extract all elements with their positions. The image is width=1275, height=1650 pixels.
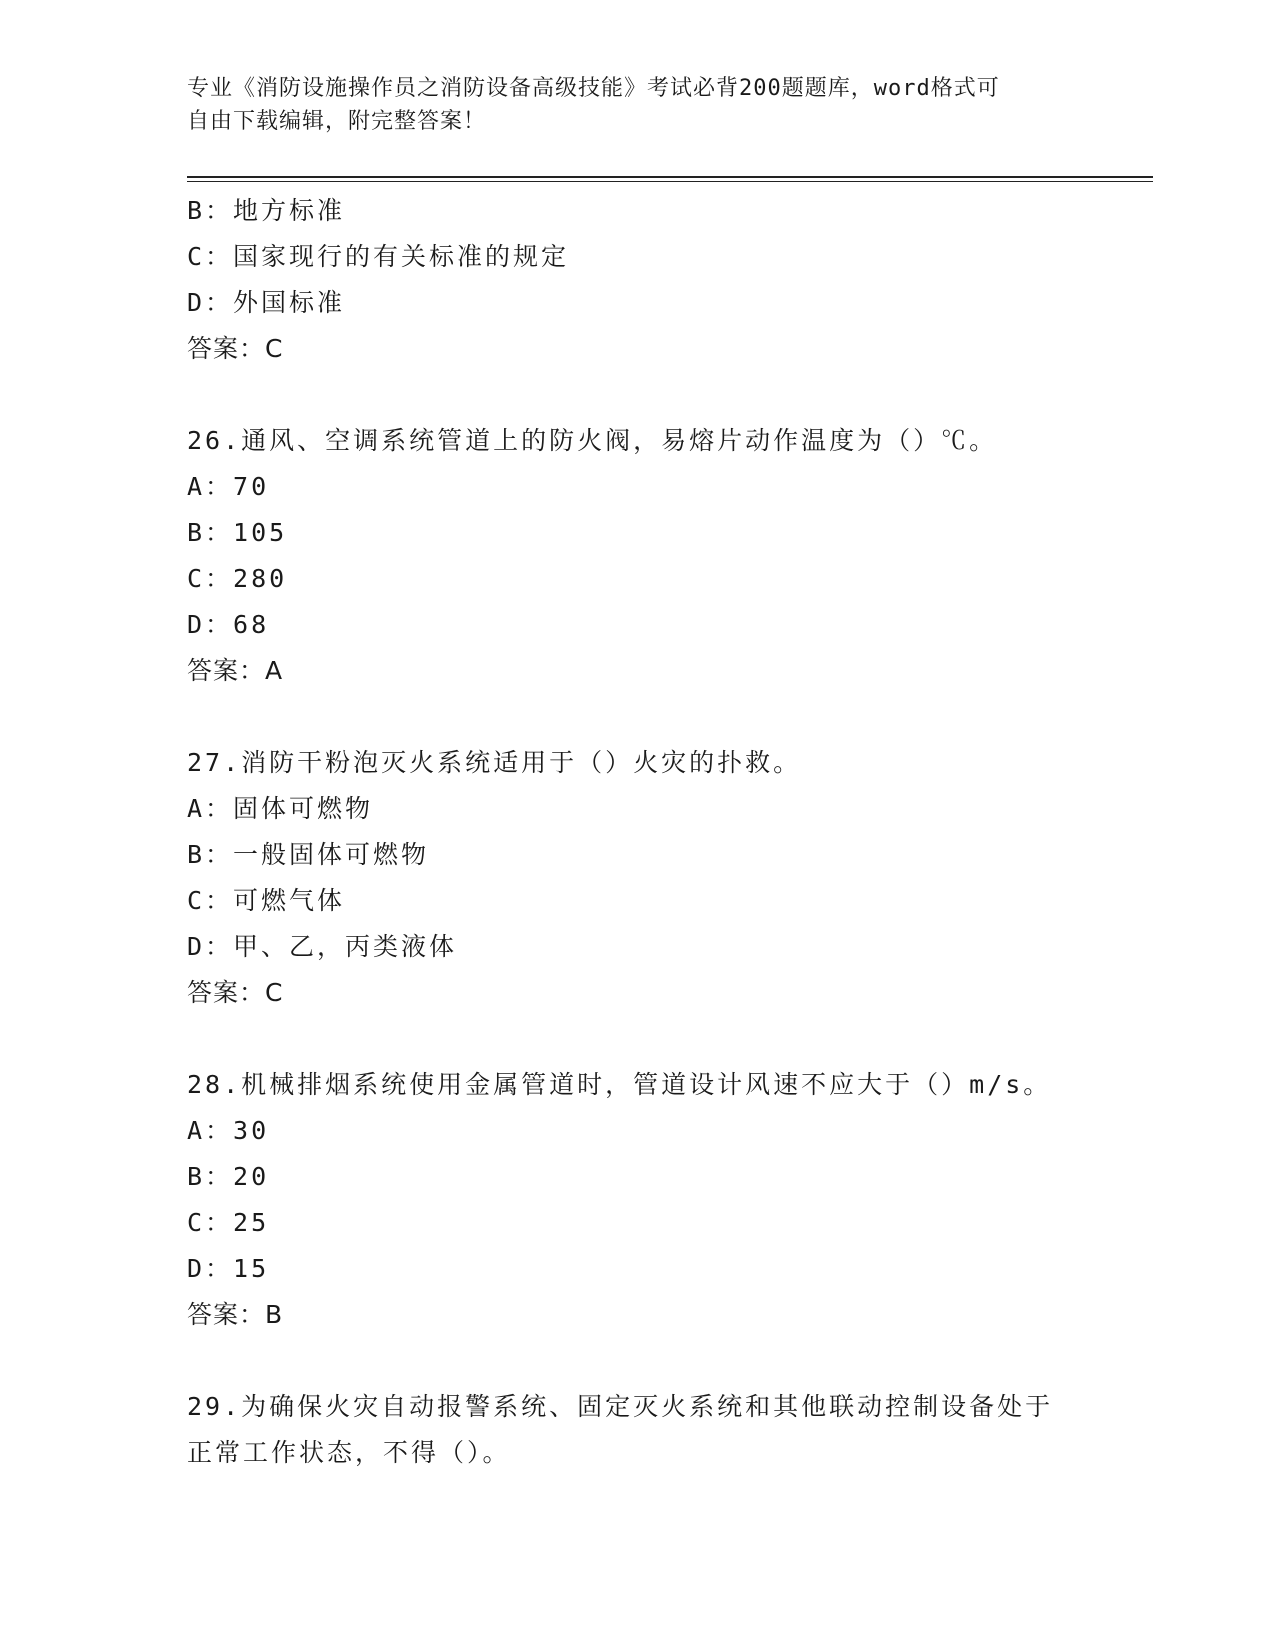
spacer <box>187 1016 1087 1062</box>
option-d: D：甲、乙，丙类液体 <box>187 932 458 961</box>
question-26 <box>187 418 1087 694</box>
answer: 答案：C <box>187 978 284 1007</box>
option-b: B：地方标准 <box>187 196 346 225</box>
question-text-line-1: 29.为确保火灾自动报警系统、固定灭火系统和其他联动控制设备处于 <box>187 1392 1054 1421</box>
question-text: 26.通风、空调系统管道上的防火阀，易熔片动作温度为（）℃。 <box>187 426 998 455</box>
option-c: C：25 <box>187 1208 270 1237</box>
header-divider <box>187 176 1153 182</box>
option-c: C：可燃气体 <box>187 886 346 915</box>
question-list <box>187 188 1087 1476</box>
option-a: A：30 <box>187 1116 270 1145</box>
question-28 <box>187 1062 1087 1338</box>
spacer <box>187 372 1087 418</box>
question-text: 28.机械排烟系统使用金属管道时，管道设计风速不应大于（）m/s。 <box>187 1070 1052 1099</box>
question-text: 27.消防干粉泡灭火系统适用于（）火灾的扑救。 <box>187 748 802 777</box>
document-header <box>187 72 1067 138</box>
question-text-line-2: 正常工作状态，不得（）。 <box>187 1438 511 1467</box>
option-c: C：国家现行的有关标准的规定 <box>187 242 570 271</box>
option-a: A：固体可燃物 <box>187 794 374 823</box>
option-b: B：一般固体可燃物 <box>187 840 430 869</box>
option-b: B：105 <box>187 518 288 547</box>
option-c: C：280 <box>187 564 288 593</box>
question-25-tail <box>187 188 1087 372</box>
question-27 <box>187 740 1087 1016</box>
spacer <box>187 694 1087 740</box>
header-title-line-2: 自由下载编辑，附完整答案！ <box>187 109 487 134</box>
option-a: A：70 <box>187 472 270 501</box>
question-29 <box>187 1384 1087 1476</box>
answer: 答案：A <box>187 656 284 685</box>
option-d: D：68 <box>187 610 270 639</box>
header-title-line-1: 专业《消防设施操作员之消防设备高级技能》考试必背200题题库，word格式可 <box>187 76 1000 101</box>
answer: 答案：C <box>187 334 284 363</box>
option-d: D：15 <box>187 1254 270 1283</box>
answer: 答案：B <box>187 1300 284 1329</box>
option-d: D：外国标准 <box>187 288 346 317</box>
option-b: B：20 <box>187 1162 270 1191</box>
spacer <box>187 1338 1087 1384</box>
